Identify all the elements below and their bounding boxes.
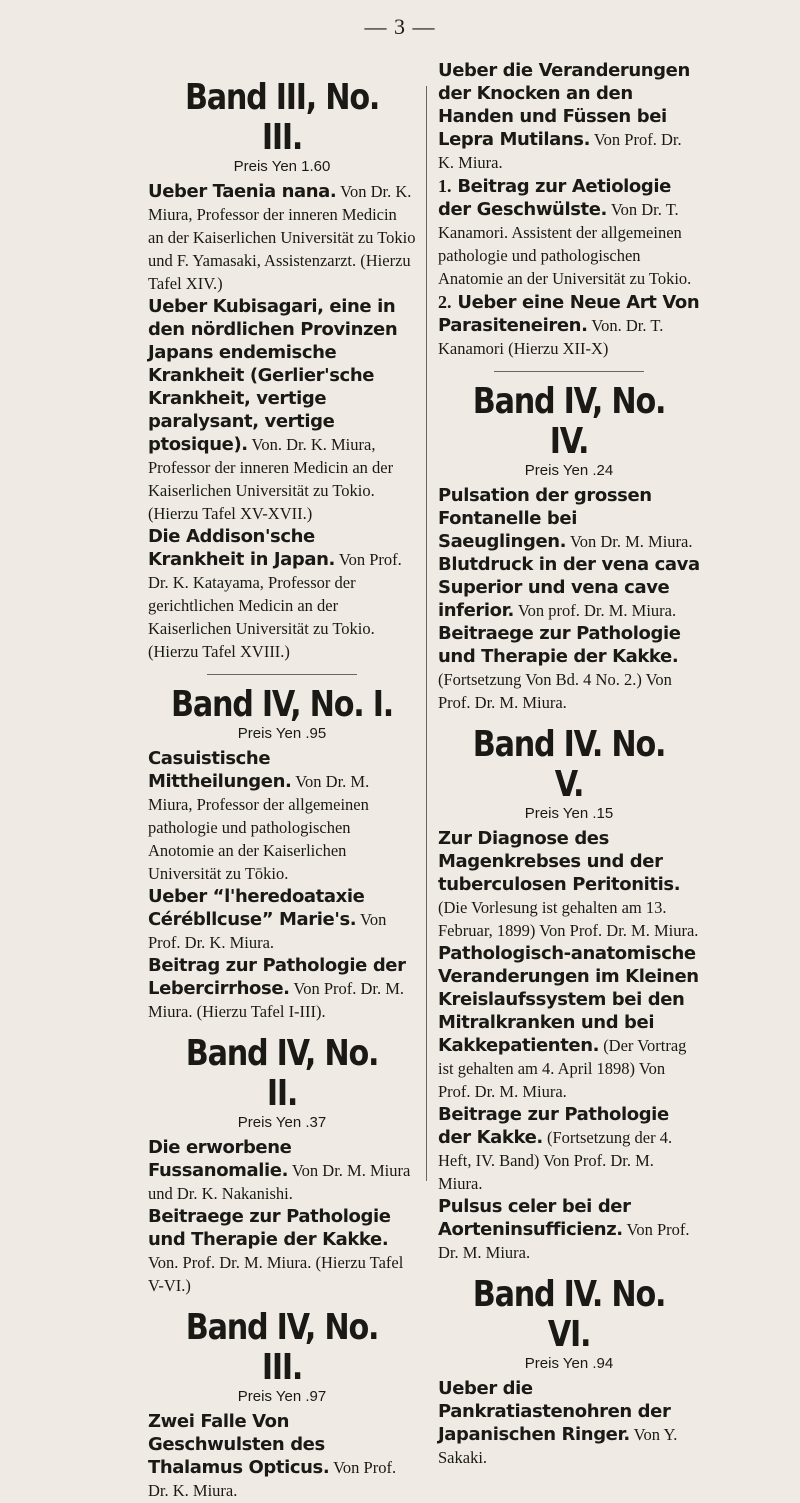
publication-entry xyxy=(148,526,416,664)
band-3-3-continued-section xyxy=(438,60,700,372)
publication-entry xyxy=(148,886,416,955)
entry-author: Von Y. Sakaki. xyxy=(438,1425,678,1467)
publication-entry xyxy=(148,296,416,526)
entry-title: Ueber Kubisagari, eine in den nördlichen Provinzen Japans endemische Krankheit (Gerlier'sche Krankheit, vertige paralysant, vertige ptosique). xyxy=(148,296,398,455)
publication-entry xyxy=(438,1196,700,1265)
band-price: Preis Yen .94 xyxy=(524,1355,614,1372)
publication-entry xyxy=(438,943,700,1104)
band-3-3-section xyxy=(148,78,416,675)
right-column xyxy=(438,60,700,1470)
band-4-5-section xyxy=(438,725,700,1265)
entry-author: Von Prof. Dr. K. Miura. xyxy=(148,910,387,952)
band-title: Band IV, No. III. xyxy=(185,1307,379,1388)
band-title: Band IV, No. II. xyxy=(185,1033,379,1114)
band-title: Band IV. No. V. xyxy=(472,724,666,805)
entry-title: Pulsation der grossen Fontanelle bei Saeuglingen. xyxy=(438,485,652,552)
publication-entry xyxy=(438,485,700,554)
entry-author: Von Dr. M. Miura und Dr. K. Nakanishi. xyxy=(148,1161,411,1203)
column-divider xyxy=(426,86,427,1181)
entry-author: Von Prof. Dr. K. Katayama, Professor der gerichtlichen Medicin an der Kaiserlichen Universität zu Tokio. (Hierzu Tafel XVIII.) xyxy=(148,550,402,661)
entry-author: (Fortsetzung der 4. Heft, IV. Band) Von Prof. Dr. M. Miura. xyxy=(438,1128,673,1193)
entry-author: (Fortsetzung Von Bd. 4 No. 2.) Von Prof. Dr. M. Miura. xyxy=(438,670,672,712)
entry-title: Ueber Taenia nana. xyxy=(148,181,337,202)
publication-entry xyxy=(438,291,700,361)
entry-title: Ueber “l'heredoataxie Cérébllcuse” Marie's. xyxy=(148,886,365,930)
entry-author: Von Dr. M. Miura, Professor der allgemeinen pathologie und pathologischen Anotomie an der Kaiserlichen Universität zu Tōkio. xyxy=(148,772,370,883)
entry-title: Die erworbene Fussanomalie. xyxy=(148,1137,292,1181)
entry-title: Zur Diagnose des Magenkrebses und der tuberculosen Peritonitis. xyxy=(438,828,681,895)
entry-title: Casuistische Mittheilungen. xyxy=(148,748,292,792)
entry-title: Ueber die Pankratiastenohren der Japanischen Ringer. xyxy=(438,1378,671,1445)
band-4-4-section xyxy=(438,382,700,715)
publication-entry xyxy=(438,60,700,175)
entry-title: Beitrage zur Pathologie der Kakke. xyxy=(438,1104,669,1148)
left-column xyxy=(148,60,416,1503)
publication-entry xyxy=(148,748,416,886)
entry-author: Von Dr. K. Miura, Professor der inneren Medicin an der Kaiserlichen Universität zu Tokio und F. Yamasaki, Assistenzarzt. (Hierzu Tafel XIV.) xyxy=(148,182,416,293)
publication-entry xyxy=(148,1137,416,1206)
section-divider xyxy=(207,674,357,675)
entry-author: Von Prof. Dr. K. Miura. xyxy=(148,1458,397,1500)
entry-title: Beitrag zur Aetiologie der Geschwülste. xyxy=(438,176,671,220)
band-4-2-section xyxy=(148,1034,416,1298)
entry-author: Von Prof. Dr. M. Miura. (Hierzu Tafel I-III). xyxy=(148,979,405,1021)
entry-title: Die Addison'sche Krankheit in Japan. xyxy=(148,526,335,570)
entry-author: Von. Prof. Dr. M. Miura. (Hierzu Tafel V-VI.) xyxy=(148,1253,404,1295)
entry-number: 1. xyxy=(438,176,452,196)
publication-entry xyxy=(148,955,416,1024)
publication-entry xyxy=(438,623,700,715)
entry-author: (Die Vorlesung ist gehalten am 13. Februar, 1899) Von Prof. Dr. M. Miura. xyxy=(438,898,699,940)
entry-author: (Der Vortrag ist gehalten am 4. April 1898) Von Prof. Dr. M. Miura. xyxy=(438,1036,687,1101)
publication-entry xyxy=(438,828,700,943)
band-price: Preis Yen .15 xyxy=(524,805,614,822)
band-title: Band IV, No. I. xyxy=(171,684,393,725)
publication-entry xyxy=(148,181,416,296)
band-title: Band IV. No. VI. xyxy=(472,1274,666,1355)
band-4-1-section xyxy=(148,685,416,1024)
entry-author: Von. Dr. T. Kanamori (Hierzu XII-X) xyxy=(438,316,664,358)
band-price: Preis Yen .95 xyxy=(237,725,327,742)
entry-title: Blutdruck in der vena cava Superior und vena cave inferior. xyxy=(438,554,700,621)
publication-entry xyxy=(438,1104,700,1196)
entry-title: Ueber die Veranderungen der Knocken an den Handen und Füssen bei Lepra Mutilans. xyxy=(438,60,690,150)
entry-author: Von. Dr. K. Miura, Professor der inneren Medicin an der Kaiserlichen Universität zu Tokio. (Hierzu Tafel XV-XVII.) xyxy=(148,435,394,523)
section-divider xyxy=(494,371,644,372)
band-price: Preis Yen 1.60 xyxy=(233,158,331,175)
entry-title: Pathologisch-anatomische Veranderungen im Kleinen Kreislaufssystem bei den Mitralkranken und bei Kakkepatienten. xyxy=(438,943,699,1056)
entry-author: Von prof. Dr. M. Miura. xyxy=(514,601,677,620)
band-price: Preis Yen .97 xyxy=(237,1388,327,1405)
publication-entry xyxy=(148,1206,416,1298)
publication-entry xyxy=(148,1411,416,1503)
entry-number: 2. xyxy=(438,292,452,312)
entry-author: Von Prof. Dr. K. Miura. xyxy=(438,130,682,172)
entry-title: Beitraege zur Pathologie und Therapie der Kakke. xyxy=(148,1206,391,1250)
publication-entry xyxy=(438,175,700,291)
band-price: Preis Yen .24 xyxy=(524,462,614,479)
band-price: Preis Yen .37 xyxy=(237,1114,327,1131)
entry-author: Von Dr. M. Miura. xyxy=(566,532,693,551)
entry-title: Beitraege zur Pathologie und Therapie der Kakke. xyxy=(438,623,681,667)
page-number: — 3 — xyxy=(364,14,436,39)
entry-author: Von Prof. Dr. M. Miura. xyxy=(438,1220,690,1262)
entry-author: Von Dr. T. Kanamori. Assistent der allgemeinen pathologie und pathologischen Anatomie an der Universität zu Tokio. xyxy=(438,200,692,288)
entry-title: Zwei Falle Von Geschwulsten des Thalamus Opticus. xyxy=(148,1411,330,1478)
publication-entry xyxy=(438,1378,700,1470)
entry-title: Pulsus celer bei der Aorteninsufficienz. xyxy=(438,1196,631,1240)
entry-title: Ueber eine Neue Art Von Parasiteneiren. xyxy=(438,292,700,336)
band-4-3-section xyxy=(148,1308,416,1503)
publication-entry xyxy=(438,554,700,623)
band-4-6-section xyxy=(438,1275,700,1470)
band-title: Band IV, No. IV. xyxy=(472,381,666,462)
band-title: Band III, No. III. xyxy=(184,77,380,158)
entry-title: Beitrag zur Pathologie der Lebercirrhose. xyxy=(148,955,406,999)
